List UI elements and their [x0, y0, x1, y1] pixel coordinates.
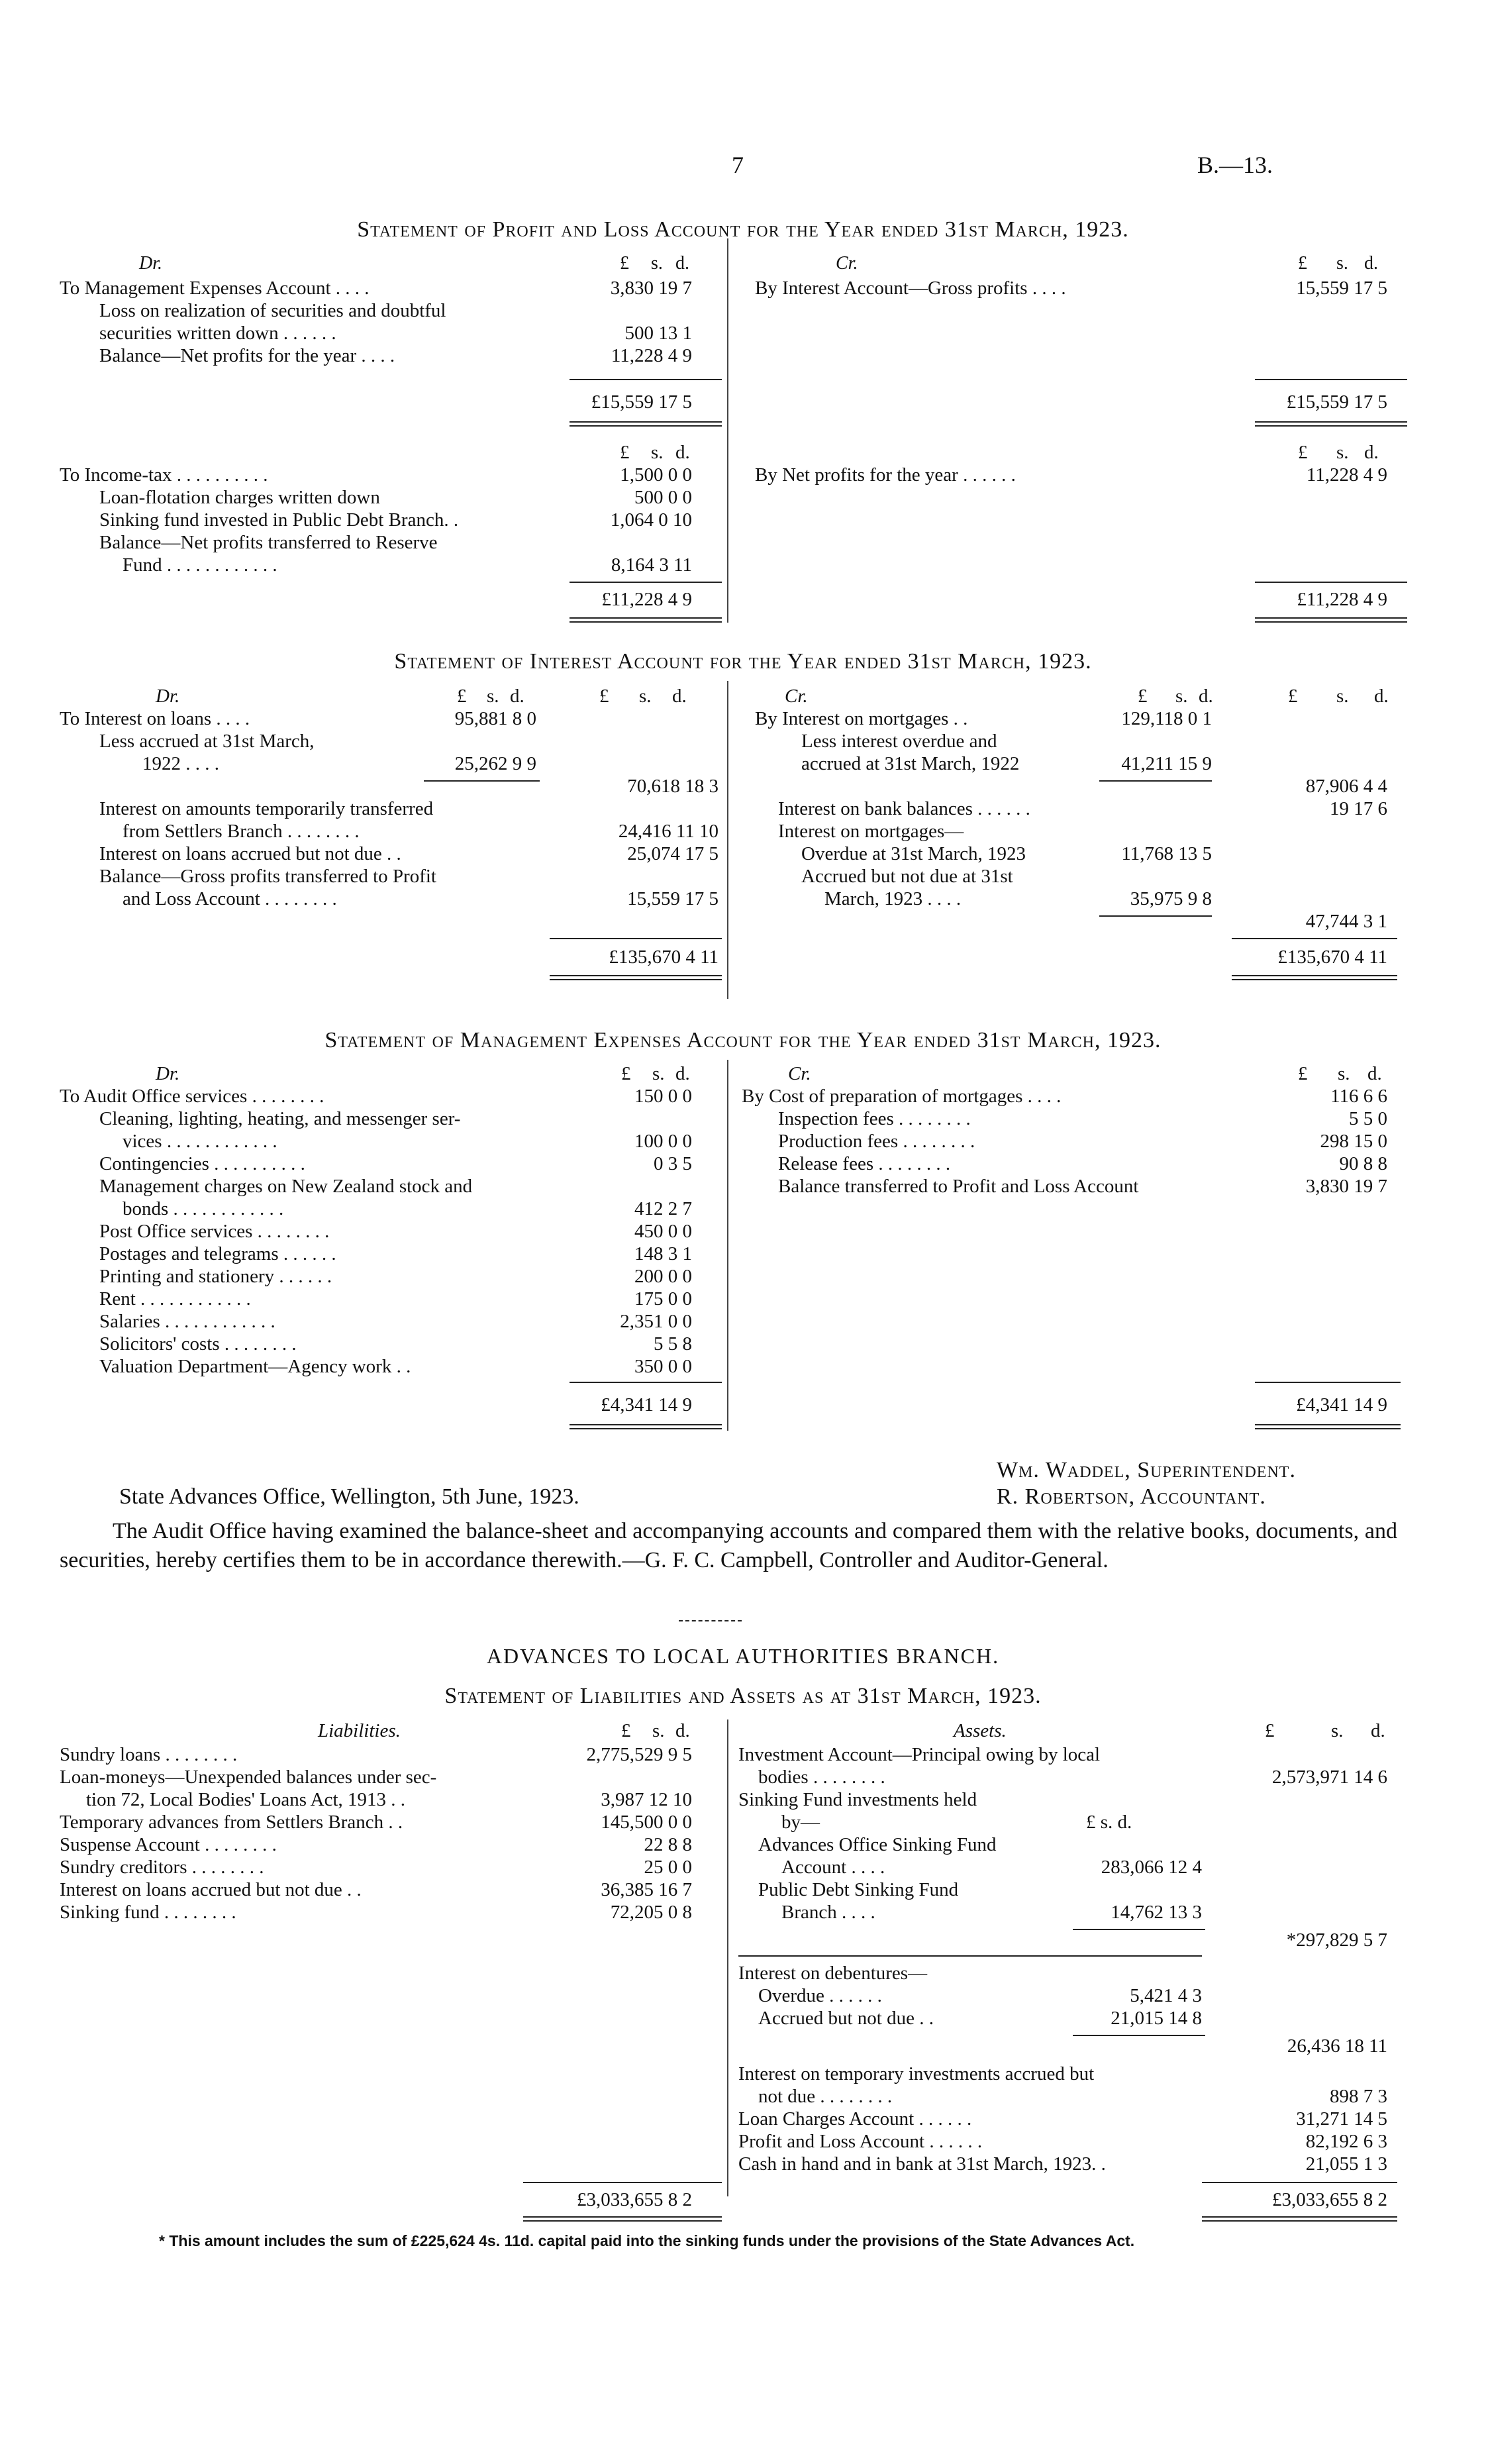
interest-cr-row: accrued at 31st March, 1922 41,211 15 9 [801, 753, 1212, 774]
pl-cr-row: By Net profits for the year . . . . . . 11,228 4 9 [755, 464, 1387, 486]
mgmt-col-heads: Dr. £ s. d. Cr. £ s. d. [156, 1063, 1382, 1084]
mgmt-dr-row: Salaries . . . . . . . . . . . . 2,351 0 0 [99, 1311, 692, 1332]
liability-row: Sundry creditors . . . . . . . . 25 0 0 [60, 1857, 692, 1878]
pl-cr-shillings: s. [1336, 253, 1348, 274]
mgmt-dr-row: Valuation Department—Agency work . . 350 0 0 [99, 1356, 692, 1377]
pl-dr-row: Fund . . . . . . . . . . . . 8,164 3 11 [123, 554, 692, 576]
mgmt-cr-row: Release fees . . . . . . . . 90 8 8 [778, 1153, 1387, 1174]
mgmt-dr-row: Management charges on New Zealand stock and [99, 1176, 473, 1197]
pl-col-heads-2: £ s. d. £ s. d. [620, 442, 1379, 463]
interest-cr-row: 87,906 4 4 [1305, 776, 1387, 797]
pl-dr-row: Loss on realization of securities and doubtful [99, 300, 446, 321]
liability-row: Suspense Account . . . . . . . . 22 8 8 [60, 1834, 692, 1855]
asset-row: Cash in hand and in bank at 31st March, 1923. . 21,055 1 3 [738, 2153, 1387, 2175]
interest-cr-row: 47,744 3 1 [1305, 911, 1387, 932]
asset-row: Loan Charges Account . . . . . . 31,271 14 5 [738, 2108, 1387, 2130]
pl-dr-shillings: s. [651, 253, 663, 274]
mgmt-total-dr: £4,341 14 9 [601, 1394, 692, 1415]
pl-total-cr: £15,559 17 5 [1286, 391, 1387, 413]
asset-row: Accrued but not due . . 21,015 14 8 [758, 2008, 1202, 2029]
pl-total2-cr: £11,228 4 9 [1297, 589, 1387, 610]
interest-dr-row: from Settlers Branch . . . . . . . . 24,416 11 10 [123, 821, 718, 842]
interest-cr-row: By Interest on mortgages . . 129,118 0 1 [755, 708, 1212, 729]
mgmt-dr-row: bonds . . . . . . . . . . . . 412 2 7 [123, 1198, 692, 1219]
asset-row: Branch . . . . 14,762 13 3 [781, 1902, 1202, 1923]
footnote: * This amount includes the sum of £225,624 4s. 11d. capital paid into the sinking funds under the provisions of the State Advances Act. [159, 2232, 1135, 2249]
pl-dr-row: securities written down . . . . . . 500 13 1 [99, 323, 692, 344]
pl-dr-pence: d. [675, 253, 689, 274]
pl-cr-pence: d. [1364, 253, 1378, 274]
mgmt-cr-row: By Cost of preparation of mortgages . . . . 116 6 6 [742, 1086, 1387, 1107]
pl-dr-row: To Management Expenses Account . . . . 3,830 19 7 [60, 278, 692, 299]
interest-cr-row: March, 1923 . . . . 35,975 9 8 [824, 888, 1212, 909]
pl-total-dr: £15,559 17 5 [591, 391, 692, 413]
asset-row: Profit and Loss Account . . . . . . 82,192 6 3 [738, 2131, 1387, 2152]
pl-dr-pound: £ [620, 253, 629, 274]
asset-row: Interest on debentures— [738, 1963, 928, 1984]
mgmt-dr-row: Rent . . . . . . . . . . . . 175 0 0 [99, 1288, 692, 1309]
mgmt-dr-row: Postages and telegrams . . . . . . 148 3 1 [99, 1243, 692, 1264]
interest-dr-row: Interest on amounts temporarily transferred [99, 798, 434, 819]
page-number: 7 [732, 152, 744, 178]
pl-title: Statement of Profit and Loss Account for the Year ended 31st March, 1923. [357, 217, 1129, 242]
branch-col-heads: Liabilities. £ s. d. Assets. £ s. d. [318, 1720, 1385, 1741]
mgmt-dr-row: Post Office services . . . . . . . . 450 0 0 [99, 1221, 692, 1242]
asset-row: by— £ s. d. [781, 1812, 1132, 1833]
liability-row: Loan-moneys—Unexpended balances under sec- [60, 1767, 437, 1788]
mgmt-dr-row: vices . . . . . . . . . . . . 100 0 0 [123, 1131, 692, 1152]
page-reference: B.—13. [1197, 152, 1273, 178]
pl-dr-row: Loan-flotation charges written down 500 0 0 [99, 487, 692, 508]
interest-dr-row: Less accrued at 31st March, [99, 731, 315, 752]
asset-row: Account . . . . 283,066 12 4 [781, 1857, 1202, 1878]
pl-dr-row: Balance—Net profits for the year . . . . 11,228 4 9 [99, 345, 692, 366]
asset-row: not due . . . . . . . . 898 7 3 [758, 2086, 1387, 2107]
interest-cr-row: Less interest overdue and [801, 731, 997, 752]
mgmt-dr-row: Solicitors' costs . . . . . . . . 5 5 8 [99, 1333, 692, 1355]
pl-cr-row: By Interest Account—Gross profits . . . . 15,559 17 5 [755, 278, 1387, 299]
pl-cr-pound: £ [1298, 253, 1307, 274]
mgmt-dr-row: Cleaning, lighting, heating, and messenger ser- [99, 1108, 461, 1129]
interest-dr-row: Balance—Gross profits transferred to Profit [99, 866, 436, 887]
interest-dr-row: 70,618 18 3 [627, 776, 718, 797]
branch-heading: ADVANCES TO LOCAL AUTHORITIES BRANCH. [486, 1644, 1000, 1668]
interest-col-heads: Dr. £ s. d. £ s. d. Cr. £ s. d. £ s. d. [156, 686, 1389, 707]
branch-total-assets: £3,033,655 8 2 [1272, 2189, 1387, 2210]
pl-total2-dr: £11,228 4 9 [601, 589, 692, 610]
asset-row: Public Debt Sinking Fund [758, 1879, 959, 1900]
liability-row: tion 72, Local Bodies' Loans Act, 1913 . . 3,987 12 10 [86, 1789, 692, 1810]
mgmt-total-cr: £4,341 14 9 [1296, 1394, 1387, 1415]
asset-row: Interest on temporary investments accrued but [738, 2063, 1095, 2084]
interest-dr-row: To Interest on loans . . . . 95,881 8 0 [60, 708, 536, 729]
liability-row: Sinking fund . . . . . . . . 72,205 0 8 [60, 1902, 692, 1923]
pl-dr-label: Dr. [139, 253, 163, 274]
signature-superintendent: Wm. Waddel, Superintendent. [997, 1458, 1296, 1482]
interest-cr-row: Overdue at 31st March, 1923 11,768 13 5 [801, 843, 1212, 864]
interest-cr-row: Interest on bank balances . . . . . . 19 17 6 [778, 798, 1387, 819]
asset-row: bodies . . . . . . . . 2,573,971 14 6 [758, 1767, 1387, 1788]
interest-cr-row: Accrued but not due at 31st [801, 866, 1013, 887]
mgmt-cr-row: Inspection fees . . . . . . . . 5 5 0 [778, 1108, 1387, 1129]
liability-row: Sundry loans . . . . . . . . 2,775,529 9 5 [60, 1744, 692, 1765]
mgmt-cr-row: Production fees . . . . . . . . 298 15 0 [778, 1131, 1387, 1152]
mgmt-cr-row: Balance transferred to Profit and Loss Account 3,830 19 7 [778, 1176, 1387, 1197]
interest-dr-row: Interest on loans accrued but not due . . 25,074 17 5 [99, 843, 718, 864]
office-place-date: State Advances Office, Wellington, 5th June, 1923. [119, 1484, 579, 1509]
asset-row: *297,829 5 7 [1286, 1929, 1387, 1951]
asset-row: 26,436 18 11 [1287, 2035, 1387, 2057]
asset-row: Overdue . . . . . . 5,421 4 3 [758, 1985, 1202, 2006]
interest-dr-row: and Loss Account . . . . . . . . 15,559 17 5 [123, 888, 718, 909]
pl-cr-label: Cr. [836, 253, 858, 274]
asset-row: Advances Office Sinking Fund [758, 1834, 997, 1855]
pl-dr-row: Balance—Net profits transferred to Reserve [99, 532, 438, 553]
interest-total-cr: £135,670 4 11 [1277, 947, 1387, 968]
mgmt-dr-row: Printing and stationery . . . . . . 200 0 0 [99, 1266, 692, 1287]
interest-total-dr: £135,670 4 11 [609, 947, 718, 968]
mgmt-dr-row: To Audit Office services . . . . . . . . 150 0 0 [60, 1086, 692, 1107]
asset-row: Sinking Fund investments held [738, 1789, 977, 1810]
mgmt-title: Statement of Management Expenses Account for the Year ended 31st March, 1923. [324, 1028, 1162, 1052]
liability-row: Interest on loans accrued but not due . . 36,385 16 7 [60, 1879, 692, 1900]
mgmt-dr-row: Contingencies . . . . . . . . . . 0 3 5 [99, 1153, 692, 1174]
interest-cr-row: Interest on mortgages— [778, 821, 964, 842]
interest-dr-row: 1922 . . . . 25,262 9 9 [142, 753, 536, 774]
interest-title: Statement of Interest Account for the Year ended 31st March, 1923. [394, 649, 1092, 674]
liability-row: Temporary advances from Settlers Branch . . 145,500 0 0 [60, 1812, 692, 1833]
signature-accountant: R. Robertson, Accountant. [997, 1484, 1266, 1509]
audit-certificate: The Audit Office having examined the balance-sheet and accompanying accounts and compared them with the relative books, documents, and securities, hereby certifies them to be in accordance therewith.—G. F. C. Campbell, Controller and Auditor-General. [60, 1519, 1397, 1572]
pl-dr-row: Sinking fund invested in Public Debt Branch. . 1,064 0 10 [99, 509, 692, 531]
branch-total-liabilities: £3,033,655 8 2 [577, 2189, 692, 2210]
asset-row: Investment Account—Principal owing by local [738, 1744, 1101, 1765]
pl-dr-row: To Income-tax . . . . . . . . . . 1,500 0 0 [60, 464, 692, 486]
branch-title: Statement of Liabilities and Assets as at 31st March, 1923. [444, 1684, 1042, 1708]
